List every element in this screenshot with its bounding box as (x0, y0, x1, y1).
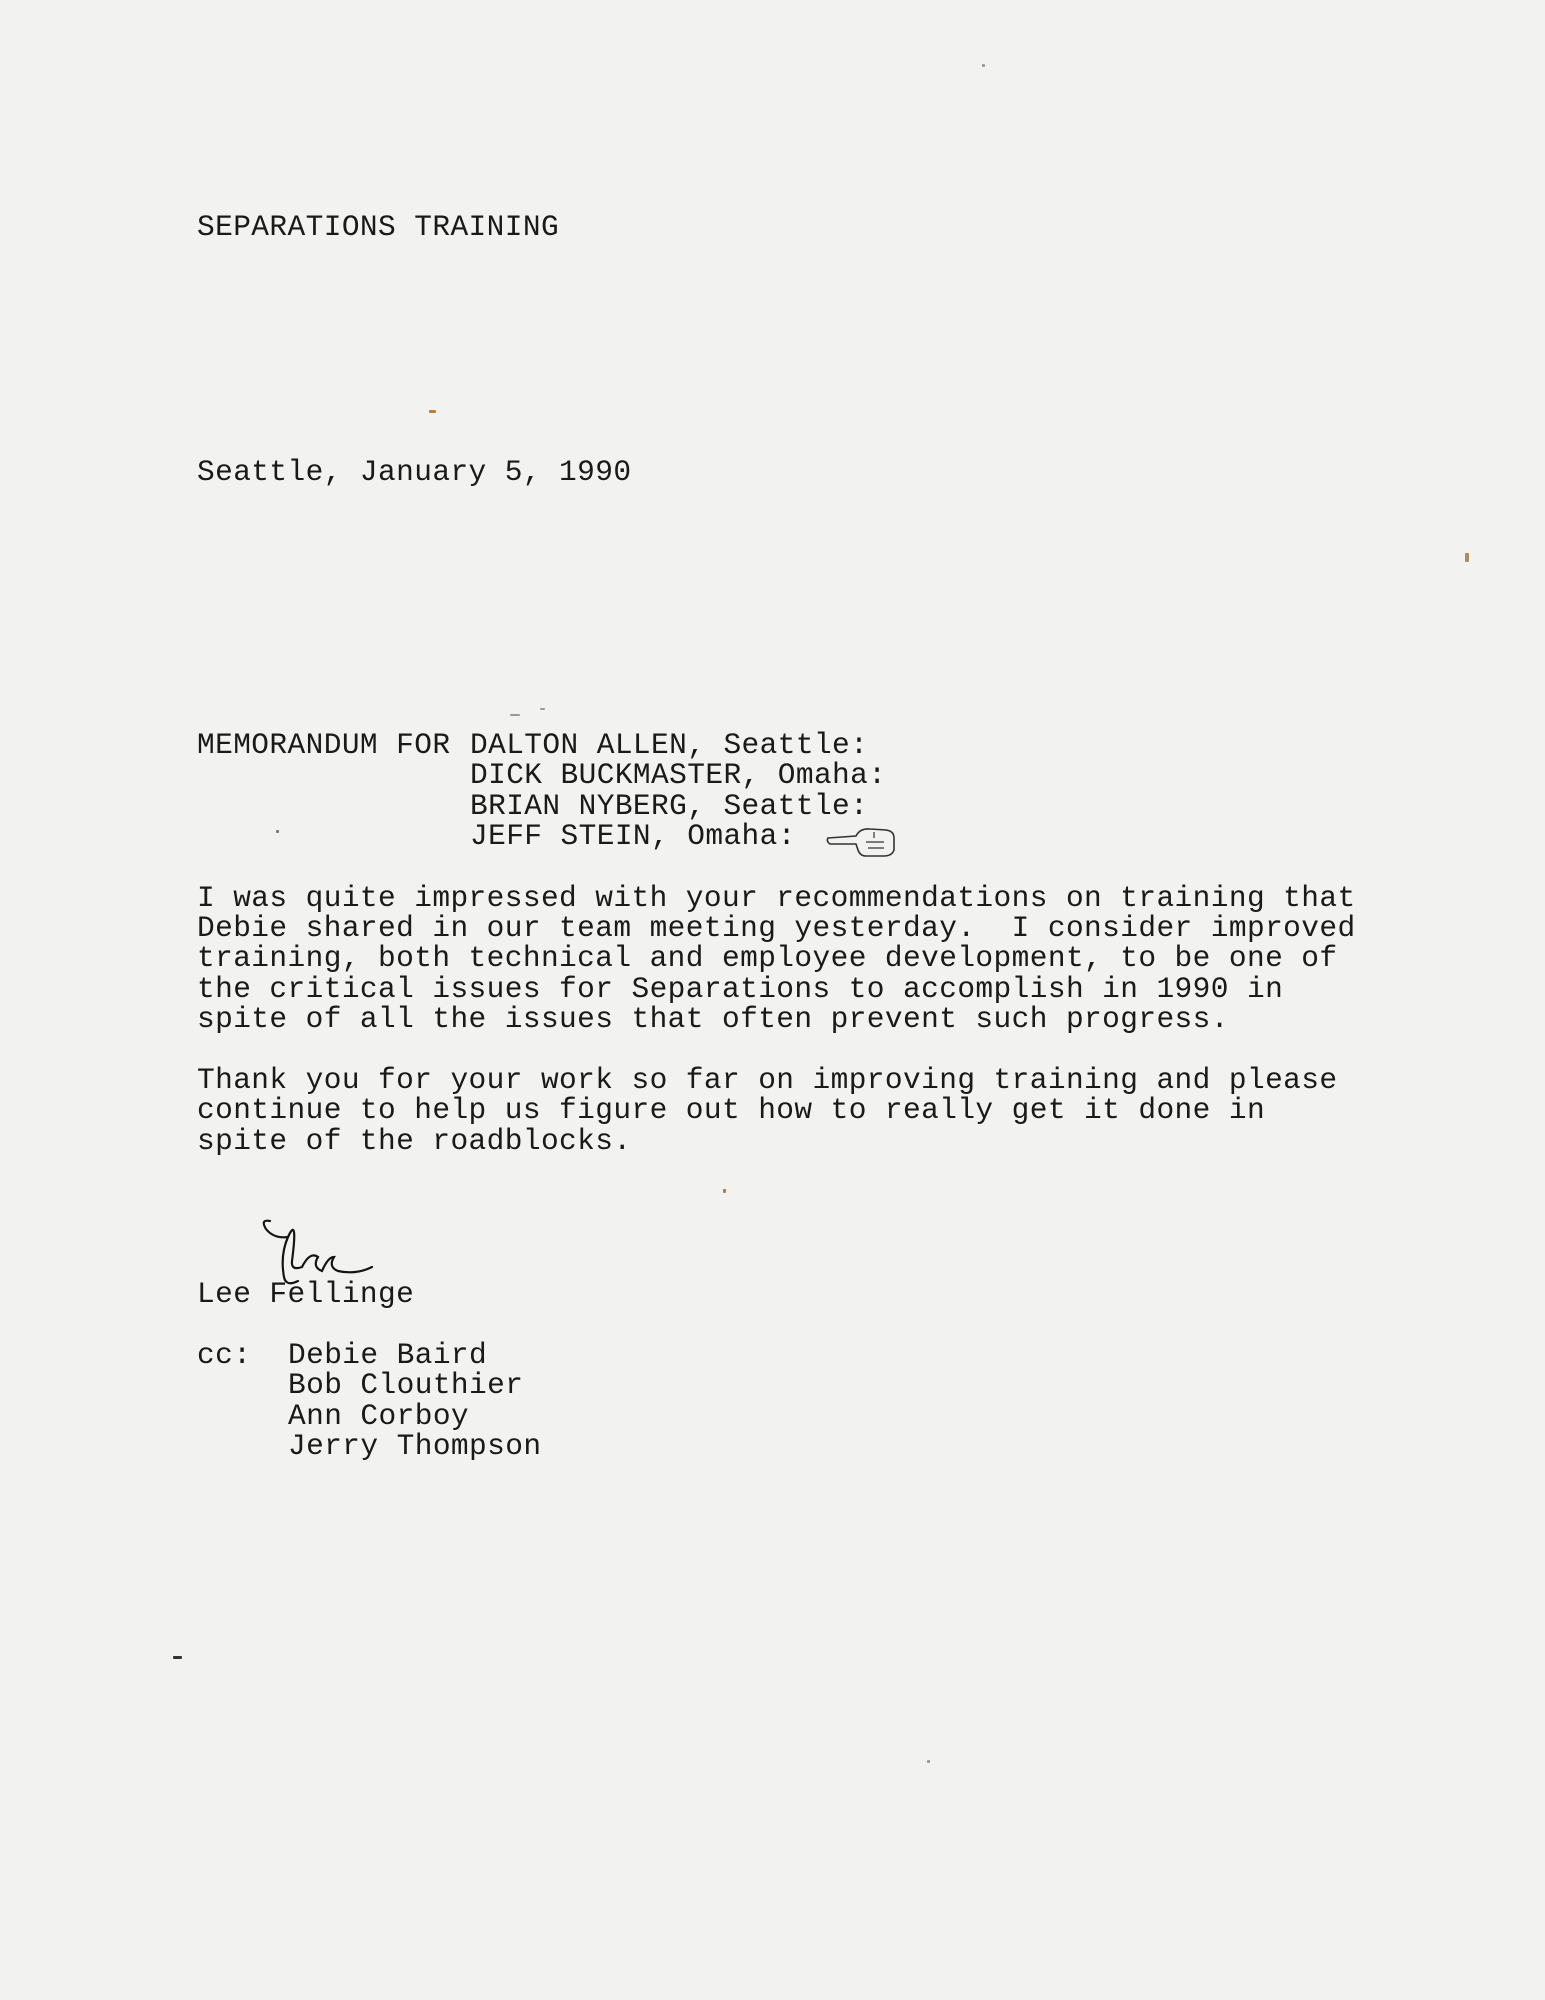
cc-name-1: Debie Baird (288, 1338, 488, 1372)
cc-name-3: Ann Corboy (288, 1399, 470, 1433)
body-p1-line-2: Debie shared in our team meeting yesterday. I consider improved (197, 911, 1356, 945)
paper-speck (276, 830, 279, 833)
cc-name-4: Jerry Thompson (288, 1429, 542, 1463)
paper-speck (927, 1760, 930, 1763)
pointing-hand-icon (826, 822, 898, 860)
paper-speck (1465, 553, 1469, 562)
paper-speck (429, 410, 436, 413)
body-p2-line-2: continue to help us figure out how to really get it done in (197, 1093, 1266, 1127)
recipient-4: JEFF STEIN, Omaha: (470, 819, 796, 853)
body-p2-line-3: spite of the roadblocks. (197, 1124, 632, 1158)
paper-speck (510, 714, 520, 716)
signer-name: Lee Fellinge (197, 1277, 415, 1311)
body-p1-line-3: training, both technical and employee development, to be one of (197, 941, 1338, 975)
recipient-2: DICK BUCKMASTER, Omaha: (470, 758, 887, 792)
paper-speck (540, 708, 545, 710)
memo-title: SEPARATIONS TRAINING (197, 210, 560, 244)
paper-speck (982, 64, 985, 67)
cc-name-2: Bob Clouthier (288, 1368, 524, 1402)
recipient-1: DALTON ALLEN, Seattle: (470, 728, 869, 762)
paper-speck (723, 1189, 726, 1193)
body-p2-line-1: Thank you for your work so far on improving training and please (197, 1063, 1338, 1097)
cc-label: cc: (197, 1338, 252, 1372)
memo-prefix: MEMORANDUM FOR (197, 728, 451, 762)
place-date: Seattle, January 5, 1990 (197, 455, 632, 489)
body-p1-line-4: the critical issues for Separations to accomplish in 1990 in (197, 972, 1284, 1006)
body-p1-line-5: spite of all the issues that often prevent such progress. (197, 1002, 1229, 1036)
body-p1-line-1: I was quite impressed with your recommendations on training that (197, 881, 1356, 915)
recipient-3: BRIAN NYBERG, Seattle: (470, 789, 869, 823)
paper-speck (173, 1656, 182, 1659)
